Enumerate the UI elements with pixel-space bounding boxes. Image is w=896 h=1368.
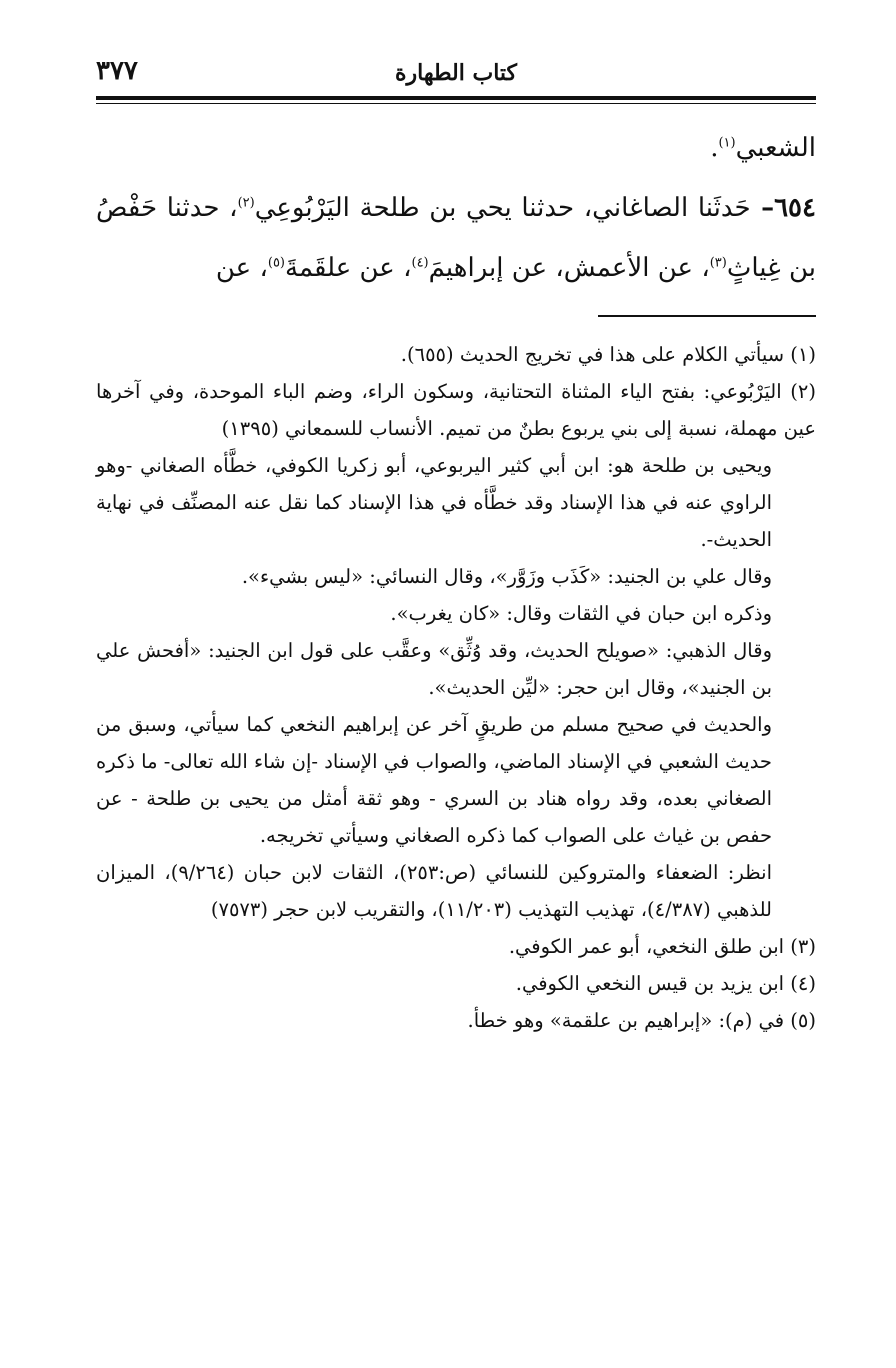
running-title: كتاب الطهارة [394, 60, 518, 86]
hadith-paragraph: ٦٥٤– حَدثَنا الصاغاني، حدثنا يحي بن طلحة اليَرْبُوعِي$^{(٢)}$، حدثنا حَفْصُ بن غِياثٍ$^{(٣)}$، عن الأعمش، عن إبراهيمَ$^{(٤)}$، عن علقَمةَ$^{(٥)}$، عن [96, 193, 816, 283]
footnote-ref: (١) [718, 135, 736, 151]
footnote-3: (٣) ابن طلق النخعي، أبو عمر الكوفي. [508, 935, 816, 958]
footnote-2-paragraph: وذكره ابن حبان في الثقات وقال: «كان يغرب». [390, 602, 772, 625]
page-number: ٣٧٧ [96, 56, 138, 86]
header-rule-thick [96, 96, 816, 100]
footnote-2-references: انظر: الضعفاء والمتروكين للنسائي (ص:٢٥٣)، الثقات لابن حبان (٩/٢٦٤)، الميزان للذهبي (٤/٣٨٧)، تهذيب التهذيب (١١/٢٠٣)، والتقريب لابن حجر (٧٥٧٣) [96, 861, 772, 921]
main-text [96, 118, 816, 298]
footnote-4: (٤) ابن يزيد بن قيس النخعي الكوفي. [515, 972, 816, 995]
footnote-2-paragraph: والحديث في صحيح مسلم من طريقٍ آخر عن إبراهيم النخعي كما سيأتي، وسبق من حديث الشعبي في الإسناد الماضي، والصواب في الإسناد -إن شاء الله تعالى- ما ذكره الصغاني بعده، وقد رواه هناد بن السري - وهو ثقة أمثل من يحيى بن طلحة - عن حفص بن غياث على الصواب كما ذكره الصغاني وسيأتي تخريجه. [96, 713, 772, 847]
footnote-1: (١) سيأتي الكلام على هذا في تخريج الحديث (٦٥٥). [400, 343, 816, 366]
footnote-2-paragraph: وقال علي بن الجنيد: «كَذَب وزَوَّر»، وقال النسائي: «ليس بشيء». [241, 565, 772, 588]
footnotes [96, 336, 816, 1039]
footnote-2-paragraph: وقال الذهبي: «صويلح الحديث، وقد وُثِّق» وعقَّب على قول ابن الجنيد: «أفحش علي بن الجنيد»، وقال ابن حجر: «ليِّن الحديث». [96, 639, 772, 699]
footnote-5: (٥) في (م): «إبراهيم بن علقمة» وهو خطأ. [467, 1009, 816, 1032]
isnad-text: حَدثَنا الصاغاني، حدثنا يحي بن طلحة اليَرْبُوعِي [254, 193, 751, 223]
page-header [96, 56, 816, 96]
header-rule-thin [96, 103, 816, 104]
footnote-ref: (٣) [709, 255, 727, 271]
footnote-2: (٢) اليَرْبُوعي: بفتح الياء المثناة التحتانية، وسكون الراء، وضم الباء الموحدة، وفي آخرها عين مهملة، نسبة إلى بني يربوع بطنٌ من تميم. الأنساب للسمعاني (١٣٩٥) [96, 380, 816, 440]
footnote-ref: (٥) [267, 255, 285, 271]
footnote-separator [598, 315, 816, 317]
main-line-continuation: الشعبي$^{(١)}$. [710, 133, 816, 163]
footnote-2-paragraph: ويحيى بن طلحة هو: ابن أبي كثير اليربوعي، أبو زكريا الكوفي، خطَّأه الصغاني -وهو الراوي عنه في هذا الإسناد وقد خطَّأه في هذا الإسناد كما نقل عنه المصنِّف في نهاية الحديث-. [96, 454, 772, 551]
hadith-number: ٦٥٤ [774, 193, 816, 223]
footnote-ref: (٤) [411, 255, 429, 271]
footnote-ref: (٢) [237, 195, 255, 211]
